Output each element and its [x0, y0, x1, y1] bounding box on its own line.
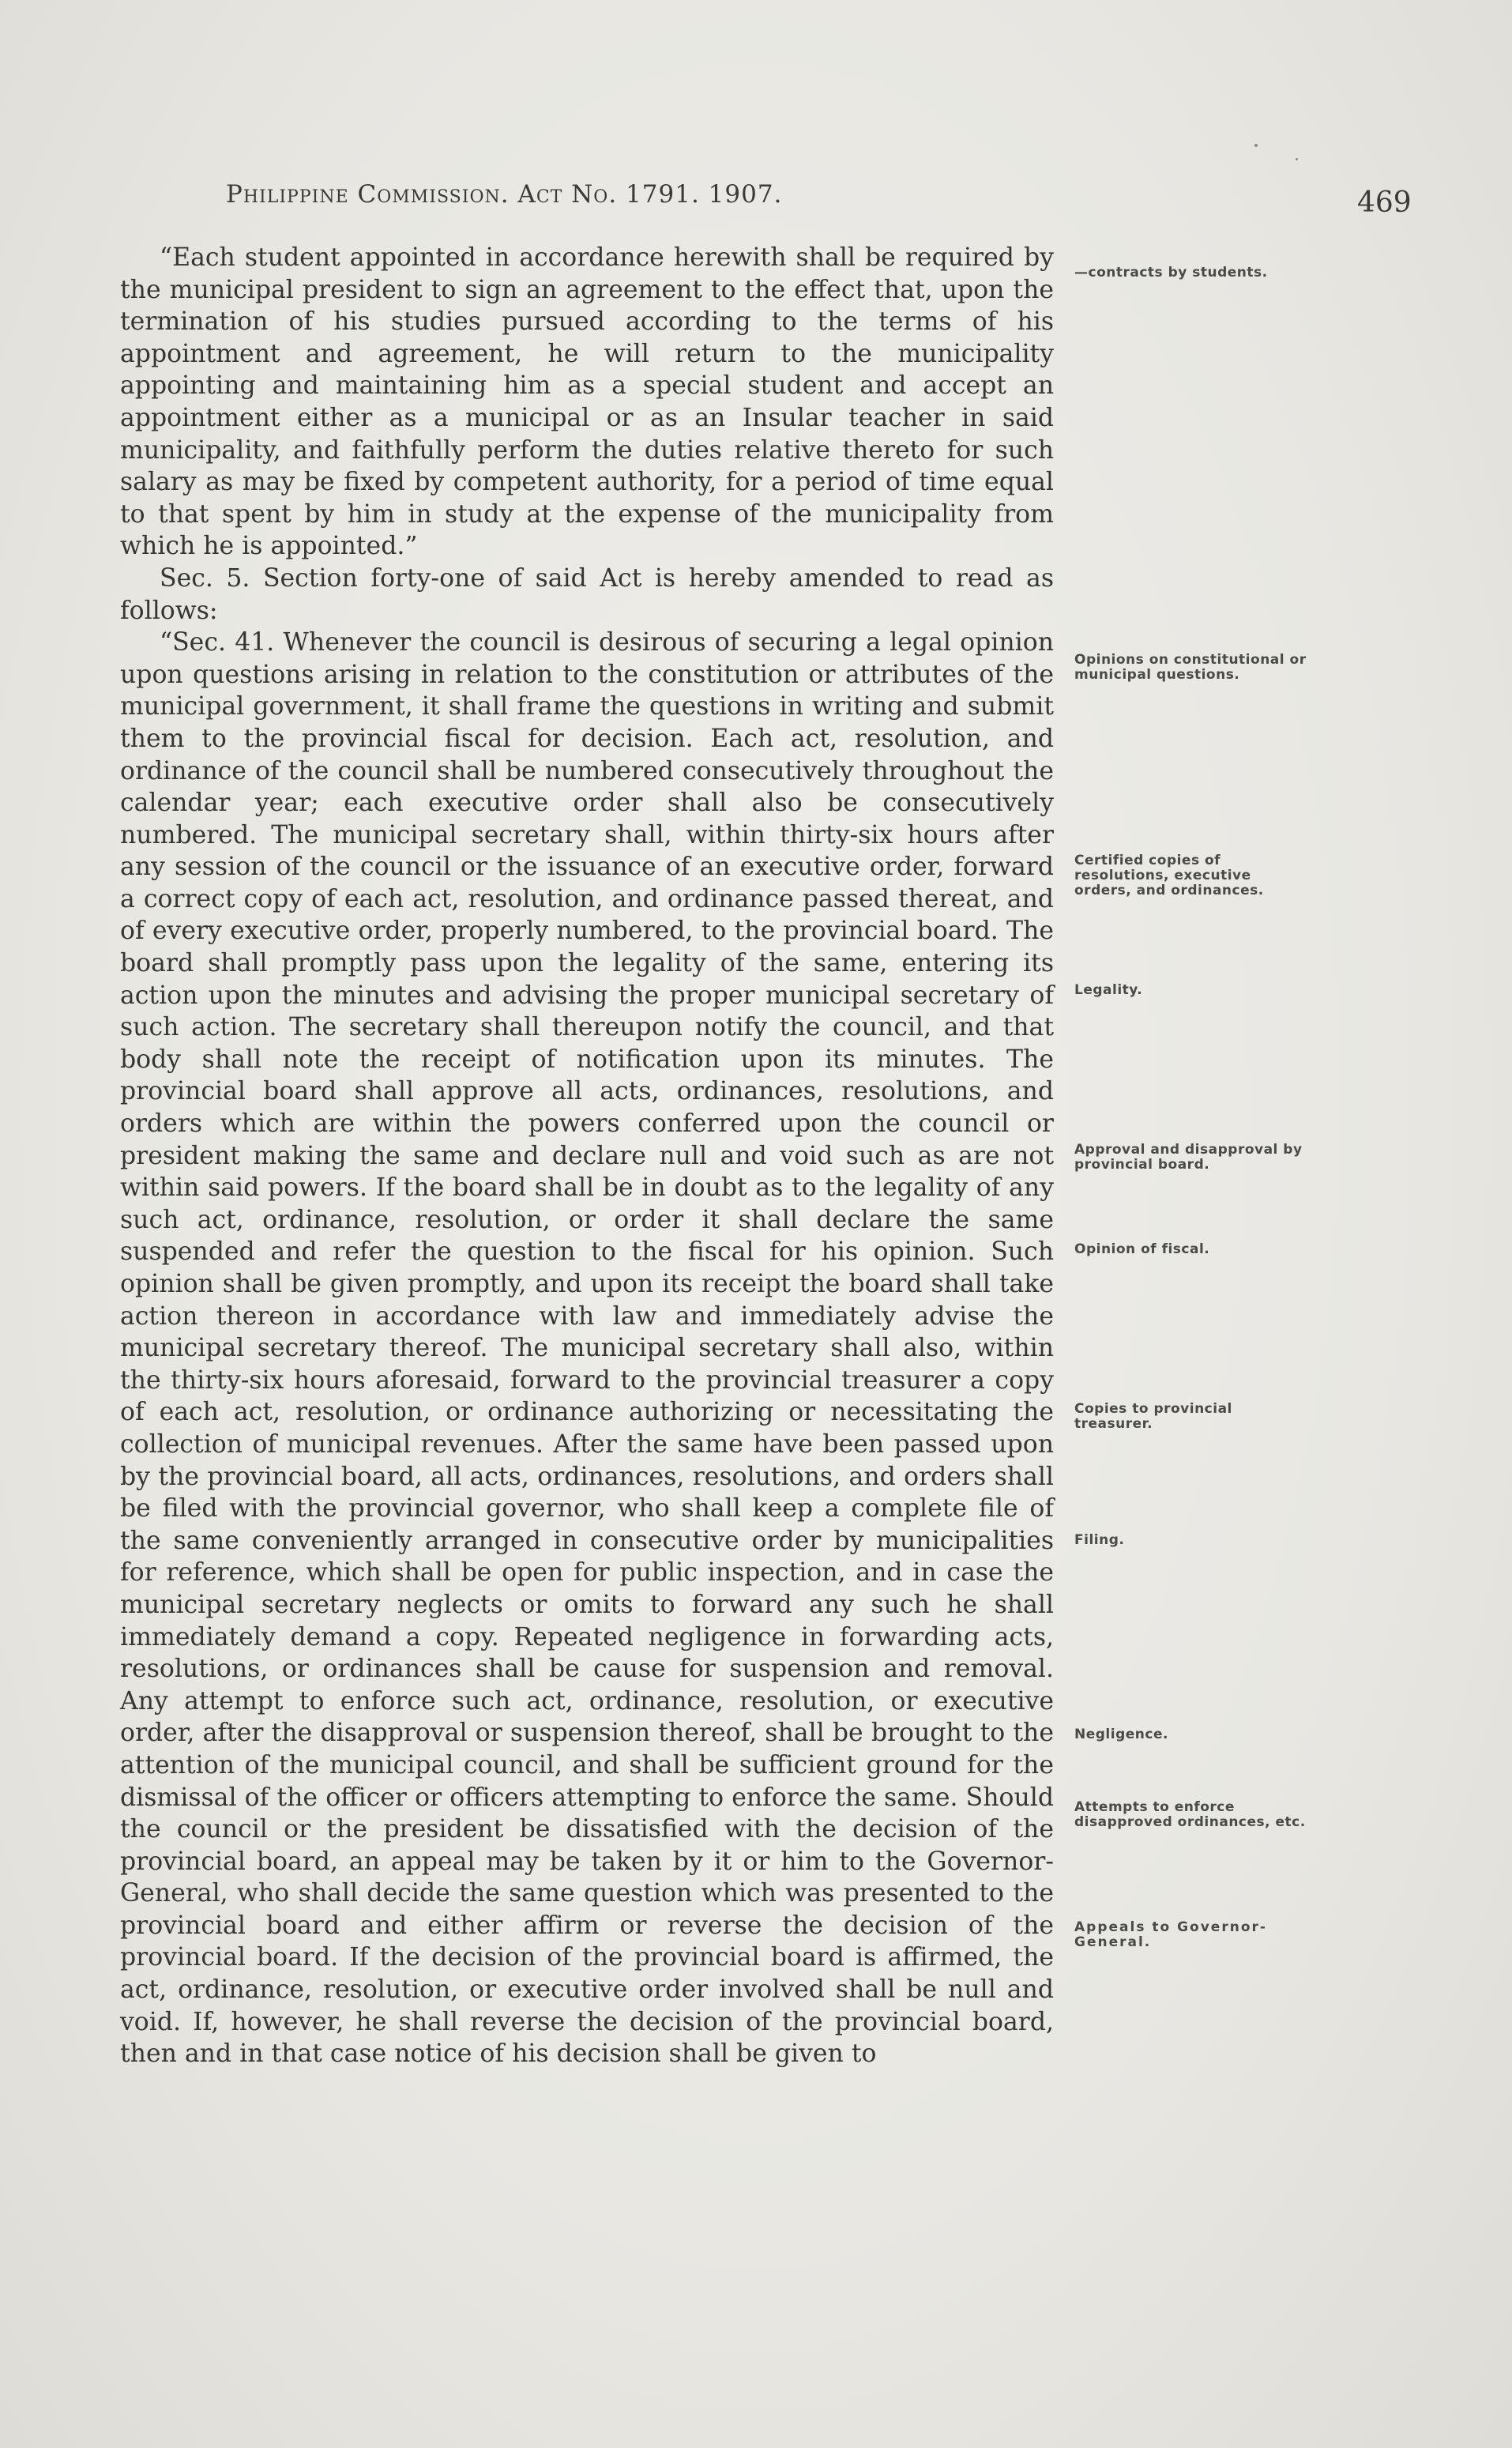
page-number: 469 — [1357, 186, 1412, 219]
margin-note-opinion-fiscal: Opinion of fiscal. — [1074, 1241, 1210, 1257]
margin-note-opinions: Opinions on constitutional or municipal questions. — [1074, 652, 1307, 683]
margin-note-appeals: Appeals to Governor-General. — [1074, 1919, 1267, 1950]
margin-note-copies-treasurer: Copies to provincial treasurer. — [1074, 1401, 1232, 1432]
margin-note-negligence: Negligence. — [1074, 1727, 1168, 1742]
speck — [1254, 144, 1258, 147]
margin-note-contracts: —contracts by students. — [1074, 265, 1268, 281]
margin-note-attempts: Attempts to enforce disapproved ordinances, etc. — [1074, 1799, 1306, 1830]
margin-note-filing: Filing. — [1074, 1532, 1125, 1548]
margin-note-certified-copies: Certified copies of resolutions, executive orders, and ordinances. — [1074, 853, 1264, 898]
paragraph: “Each student appointed in accordance herewith shall be required by the municipal president to sign an agreement to the effect that, upon the termination of his studies pursued according to the terms of his appointment and agreement, he will return to the municipality appointing and maintaining him as a special student and accept an appointment either as a municipal or as an Insular teacher in said municipality, and faithfully perform the duties relative thereto for such salary as may be fixed by competent authority, for a period of time equal to that spent by him in study at the expense of the municipality from which he is appointed.” — [120, 243, 1054, 561]
running-head: Philippine Commission. Act No. 1791. 1907. — [226, 180, 783, 209]
paragraph: Sec. 5. Section forty-one of said Act is hereby amended to read as follows: — [120, 563, 1054, 625]
speck — [1296, 158, 1298, 160]
paragraph: “Sec. 41. Whenever the council is desirous of securing a legal opinion upon questions arising in relation to the constitution or attributes of the municipal government, it shall frame the questions in writing and submit them to the provincial fiscal for decision. Each act, resolution, and ordinance of the council shall be numbered consecutively throughout the calendar year; each executive order shall also be consecutively numbered. The municipal secretary shall, within thirty-six hours after any session of the council or the issuance of an executive order, forward a correct copy of each act, resolution, and ordinance passed thereat, and of every executive order, properly numbered, to the provincial board. The board shall promptly pass upon the legality of the same, entering its action upon the minutes and advising the proper municipal secretary of such action. The secretary shall thereupon notify the council, and that body shall note the receipt of notification upon its minutes. The provincial board shall approve all acts, ordinances, resolutions, and orders which are within the powers conferred upon the council or president making the same and declare null and void such as are not within said powers. If the board shall be in doubt as to the legality of any such act, ordinance, resolution, or order it shall declare the same suspended and refer the question to the fiscal for his opinion. Such opinion shall be given promptly, and upon its receipt the board shall take action thereon in accordance with law and immediately advise the municipal secretary thereof. The municipal secretary shall also, within the thirty-six hours aforesaid, forward to the provincial treasurer a copy of each act, resolution, or ordinance authorizing or necessitating the collection of municipal revenues. After the same have been passed upon by the provincial board, all acts, ordinances, resolutions, and orders shall be filed with the provincial governor, who shall keep a complete file of the same conveniently arranged in consecutive order by municipalities for reference, which shall be open for public inspection, and in case the municipal secretary neglects or omits to forward any such he shall immediately demand a copy. Repeated negligence in forwarding acts, resolutions, or ordinances shall be cause for suspension and removal. Any attempt to enforce such act, ordinance, resolution, or executive order, after the disapproval or suspension thereof, shall be brought to the attention of the municipal council, and shall be sufficient ground for the dismissal of the officer or officers attempting to enforce the same. Should the council or the president be dissatisfied with the decision of the provincial board, an appeal may be taken by it or him to the Governor-General, who shall decide the same question which was presented to the provincial board and either affirm or reverse the decision of the provincial board. If the decision of the provincial board is affirmed, the act, ordinance, resolution, or executive order involved shall be null and void. If, however, he shall reverse the decision of the provincial board, then and in that case notice of his decision shall be given to — [120, 628, 1054, 2069]
margin-note-approval: Approval and disapproval by provincial board. — [1074, 1142, 1303, 1173]
margin-note-legality: Legality. — [1074, 982, 1143, 998]
body-text — [120, 242, 1054, 2070]
